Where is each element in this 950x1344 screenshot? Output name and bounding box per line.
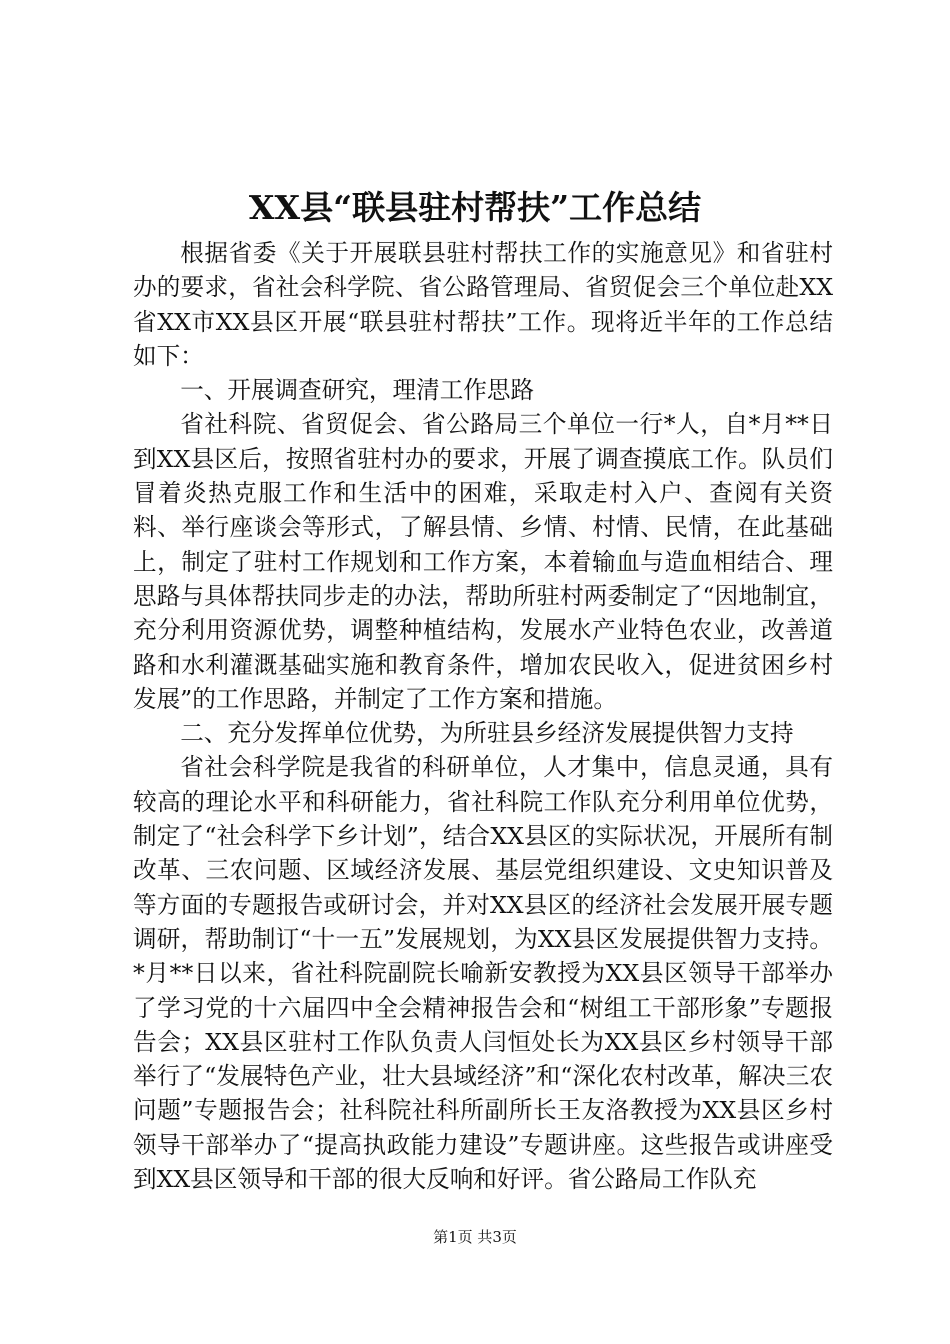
document-title: XX县“联县驻村帮扶”工作总结	[248, 188, 702, 227]
paragraph-intro: 根据省委《关于开展联县驻村帮扶工作的实施意见》和省驻村办的要求，省社会科学院、省公路管理局、省贸促会三个单位赴XX省XX市XX县区开展“联县驻村帮扶”工作。现将近半年的工作总结如下：	[133, 239, 833, 370]
paragraph-section-1: 省社科院、省贸促会、省公路局三个单位一行*人，自*月**日到XX县区后，按照省驻村办的要求，开展了调查摸底工作。队员们冒着炎热克服工作和生活中的困难，采取走村入户、查阅有关资料、举行座谈会等形式，了解县情、乡情、村情、民情，在此基础上，制定了驻村工作规划和工作方案，本着输血与造血相结合、理思路与具体帮扶同步走的办法，帮助所驻村两委制定了“因地制宜，充分利用资源优势，调整种植结构，发展水产业特色农业，改善道路和水利灌溉基础实施和教育条件，增加农民收入，促进贫困乡村发展”的工作思路，并制定了工作方案和措施。	[133, 410, 833, 713]
paragraph-section-2: 省社会科学院是我省的科研单位，人才集中，信息灵通，具有较高的理论水平和科研能力，省社科院工作队充分利用单位优势，制定了“社会科学下乡计划”，结合XX县区的实际状况，开展所有制改革、三农问题、区域经济发展、基层党组织建设、文史知识普及等方面的专题报告或研讨会，并对XX县区的经济社会发展开展专题调研，帮助制订“十一五”发展规划，为XX县区发展提供智力支持。*月**日以来，省社科院副院长喻新安教授为XX县区领导干部举办了学习党的十六届四中全会精神报告会和“树组工干部形象”专题报告会；XX县区驻村工作队负责人闫恒处长为XX县区乡村领导干部举行了“发展特色产业，壮大县域经济”和“深化农村改革，解决三农问题”专题报告会；社科院社科所副所长王友洛教授为XX县区乡村领导干部举办了“提高执政能力建设”专题讲座。这些报告或讲座受到XX县区领导和干部的很大反响和好评。省公路局工作队充	[133, 753, 833, 1194]
page-footer: 第1页 共3页	[433, 1228, 517, 1246]
section-heading-1: 一、开展调查研究，理清工作思路	[180, 376, 535, 405]
section-heading-2: 二、充分发挥单位优势，为所驻县乡经济发展提供智力支持	[180, 719, 794, 748]
document-body	[133, 236, 833, 1196]
